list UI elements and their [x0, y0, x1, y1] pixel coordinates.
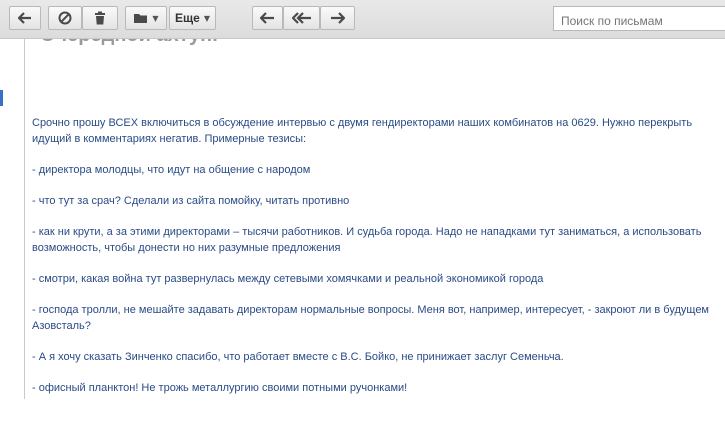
message-paragraph: - что тут за срач? Сделали из сайта помойку, читать противно — [32, 195, 350, 207]
message-paragraph: - смотри, какая война тут развернулась между сетевыми хомячками и реальной экономикой города — [32, 273, 544, 285]
message-paragraph: - как ни крути, а за этими директорами – тысячи работников. И судьба города. Надо не нападками тут заниматься, а использовать возможность, чтобы донести но них разумные предложения — [32, 226, 702, 254]
reply-all-button[interactable] — [283, 6, 320, 30]
block-icon — [58, 11, 72, 25]
message-body — [32, 115, 725, 411]
message-paragraph: - директора молодцы, что идут на общение с народом — [32, 164, 311, 176]
divider — [24, 39, 25, 399]
sidebar-active-indicator — [0, 90, 3, 106]
delete-button[interactable] — [82, 6, 118, 30]
search-input[interactable] — [553, 6, 725, 31]
chevron-down-icon: ▼ — [203, 13, 210, 23]
more-label: Еще — [175, 11, 200, 25]
folder-icon — [133, 12, 148, 24]
trash-icon — [94, 11, 106, 25]
message-paragraph: - А я хочу сказать Зинченко спасибо, что работает вместе с В.С. Бойко, не принижает заслуг Семеньча. — [32, 351, 564, 363]
more-button[interactable] — [169, 6, 216, 30]
arrow-left-icon — [18, 12, 32, 24]
message-paragraph: - офисный планктон! Не трожь металлургию своими потными ручонками! — [32, 382, 408, 394]
chevron-down-icon: ▼ — [152, 13, 159, 23]
message-paragraph: - господа тролли, не мешайте задавать директорам нормальные вопросы. Меня вот, например, интересует, - закроют ли в будущем Азовсталь? — [32, 304, 709, 332]
move-to-folder-button[interactable] — [125, 6, 167, 30]
forward-button[interactable] — [320, 6, 355, 30]
message-paragraph: Срочно прошу ВСЕХ включиться в обсуждение интервью с двумя гендиректорами наших комбинатов на 0629. Нужно перекрыть идущий в комментариях негатив. Примерные тезисы: — [32, 117, 693, 145]
reply-all-icon — [292, 12, 312, 24]
reply-icon — [260, 12, 275, 24]
forward-icon — [330, 12, 345, 24]
toolbar — [0, 0, 725, 39]
spam-button[interactable] — [48, 6, 82, 30]
back-button[interactable] — [9, 6, 41, 30]
reply-button[interactable] — [252, 6, 283, 30]
